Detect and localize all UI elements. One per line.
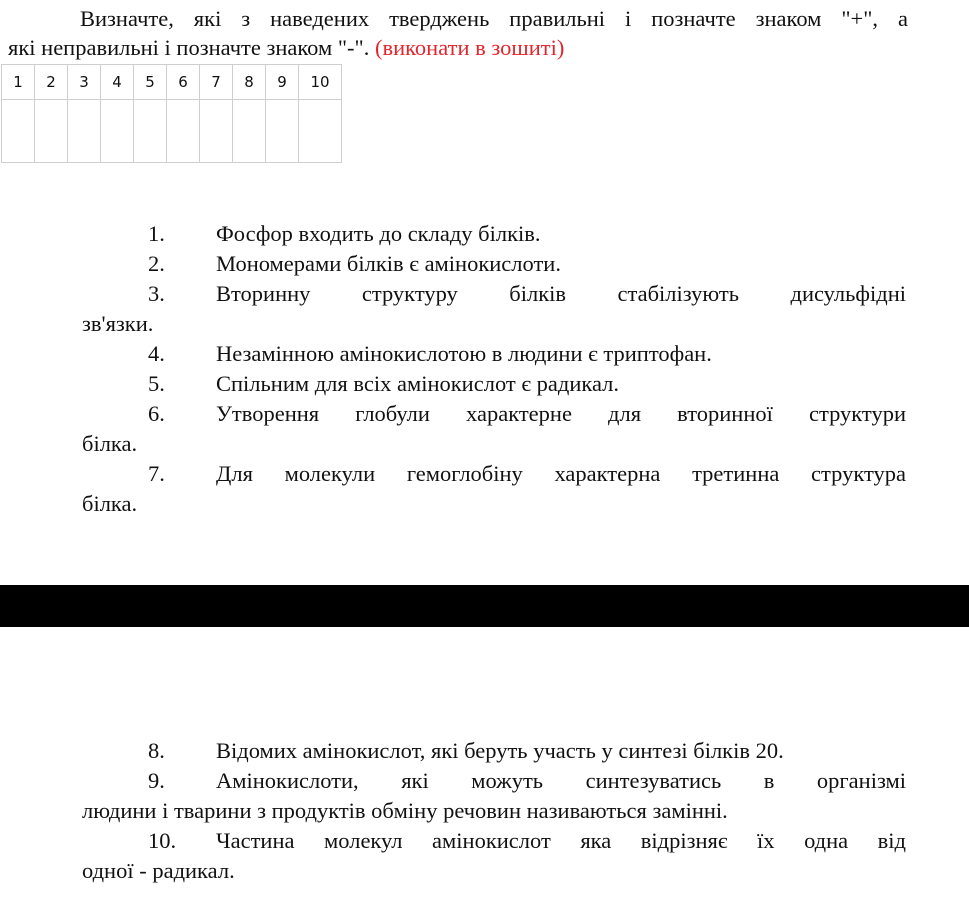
- instructions: [8, 4, 908, 62]
- answer-number: 8: [233, 65, 266, 100]
- statements-list-top: [82, 219, 906, 519]
- statement-text: Незамінною амінокислотою в людини є триптофан.: [216, 341, 712, 366]
- statement-text-continued: білка.: [82, 491, 138, 516]
- instructions-line-2: які неправильні і позначте знаком "-". (виконати в зошиті): [8, 35, 565, 60]
- statement-text: Відомих амінокислот, які беруть участь у синтезі білків 20.: [216, 738, 784, 763]
- answer-cell: [200, 100, 233, 163]
- answer-cell: [134, 100, 167, 163]
- statement-item: [82, 339, 906, 369]
- answer-number: 5: [134, 65, 167, 100]
- answer-number: 9: [266, 65, 299, 100]
- black-redaction-bar: [0, 585, 969, 627]
- statement-text-continued: одної - радикал.: [82, 858, 235, 883]
- statement-text: Мономерами білків є амінокислоти.: [216, 251, 561, 276]
- answer-cell: [266, 100, 299, 163]
- statement-number: 3.: [148, 281, 165, 306]
- statement-text-continued: зв'язки.: [82, 311, 154, 336]
- statement-text: Амінокислоти, які можуть синтезуватись в організмі: [216, 768, 906, 793]
- statement-number: 6.: [148, 401, 165, 426]
- answer-cell: [167, 100, 200, 163]
- answer-cell: [2, 100, 35, 163]
- statement-text-continued: білка.: [82, 431, 138, 456]
- statement-text: Вторинну структуру білків стабілізують дисульфідні: [216, 281, 906, 306]
- answer-cell: [101, 100, 134, 163]
- answer-table-blank-row: [2, 100, 342, 163]
- instructions-line-1: Визначте, які з наведених тверджень правильні і позначте знаком "+", а: [80, 6, 908, 31]
- statement-text-continued: людини і тварини з продуктів обміну речовин називаються замінні.: [82, 798, 728, 823]
- answer-cell: [35, 100, 68, 163]
- statement-item: [82, 249, 906, 279]
- statement-item: [82, 826, 906, 886]
- answer-cell: [68, 100, 101, 163]
- statement-number: 2.: [148, 251, 165, 276]
- answer-number: 10: [299, 65, 342, 100]
- statements-list-bottom: [82, 736, 906, 886]
- statement-item: [82, 399, 906, 459]
- answer-table: [1, 64, 342, 163]
- statement-text: Утворення глобули характерне для вторинної структури: [216, 401, 906, 426]
- statement-item: [82, 279, 906, 339]
- answer-number: 4: [101, 65, 134, 100]
- statement-item: [82, 459, 906, 519]
- statement-number: 9.: [148, 768, 165, 793]
- statement-text: Частина молекул амінокислот яка відрізняє їх одна від: [216, 828, 906, 853]
- statement-number: 8.: [148, 738, 165, 763]
- statement-text: Фосфор входить до складу білків.: [216, 221, 541, 246]
- answer-number: 1: [2, 65, 35, 100]
- statement-item: [82, 736, 906, 766]
- statement-text: Спільним для всіх амінокислот є радикал.: [216, 371, 619, 396]
- statement-number: 10.: [148, 828, 177, 853]
- statement-number: 7.: [148, 461, 165, 486]
- statement-number: 4.: [148, 341, 165, 366]
- statement-item: [82, 219, 906, 249]
- answer-number: 7: [200, 65, 233, 100]
- statement-number: 5.: [148, 371, 165, 396]
- answer-table-header-row: [2, 65, 342, 100]
- answer-cell: [299, 100, 342, 163]
- notebook-note: (виконати в зошиті): [374, 35, 565, 60]
- statement-number: 1.: [148, 221, 165, 246]
- answer-number: 2: [35, 65, 68, 100]
- answer-cell: [233, 100, 266, 163]
- answer-number: 3: [68, 65, 101, 100]
- statement-item: [82, 766, 906, 826]
- answer-number: 6: [167, 65, 200, 100]
- statement-item: [82, 369, 906, 399]
- statement-text: Для молекули гемоглобіну характерна третинна структура: [216, 461, 906, 486]
